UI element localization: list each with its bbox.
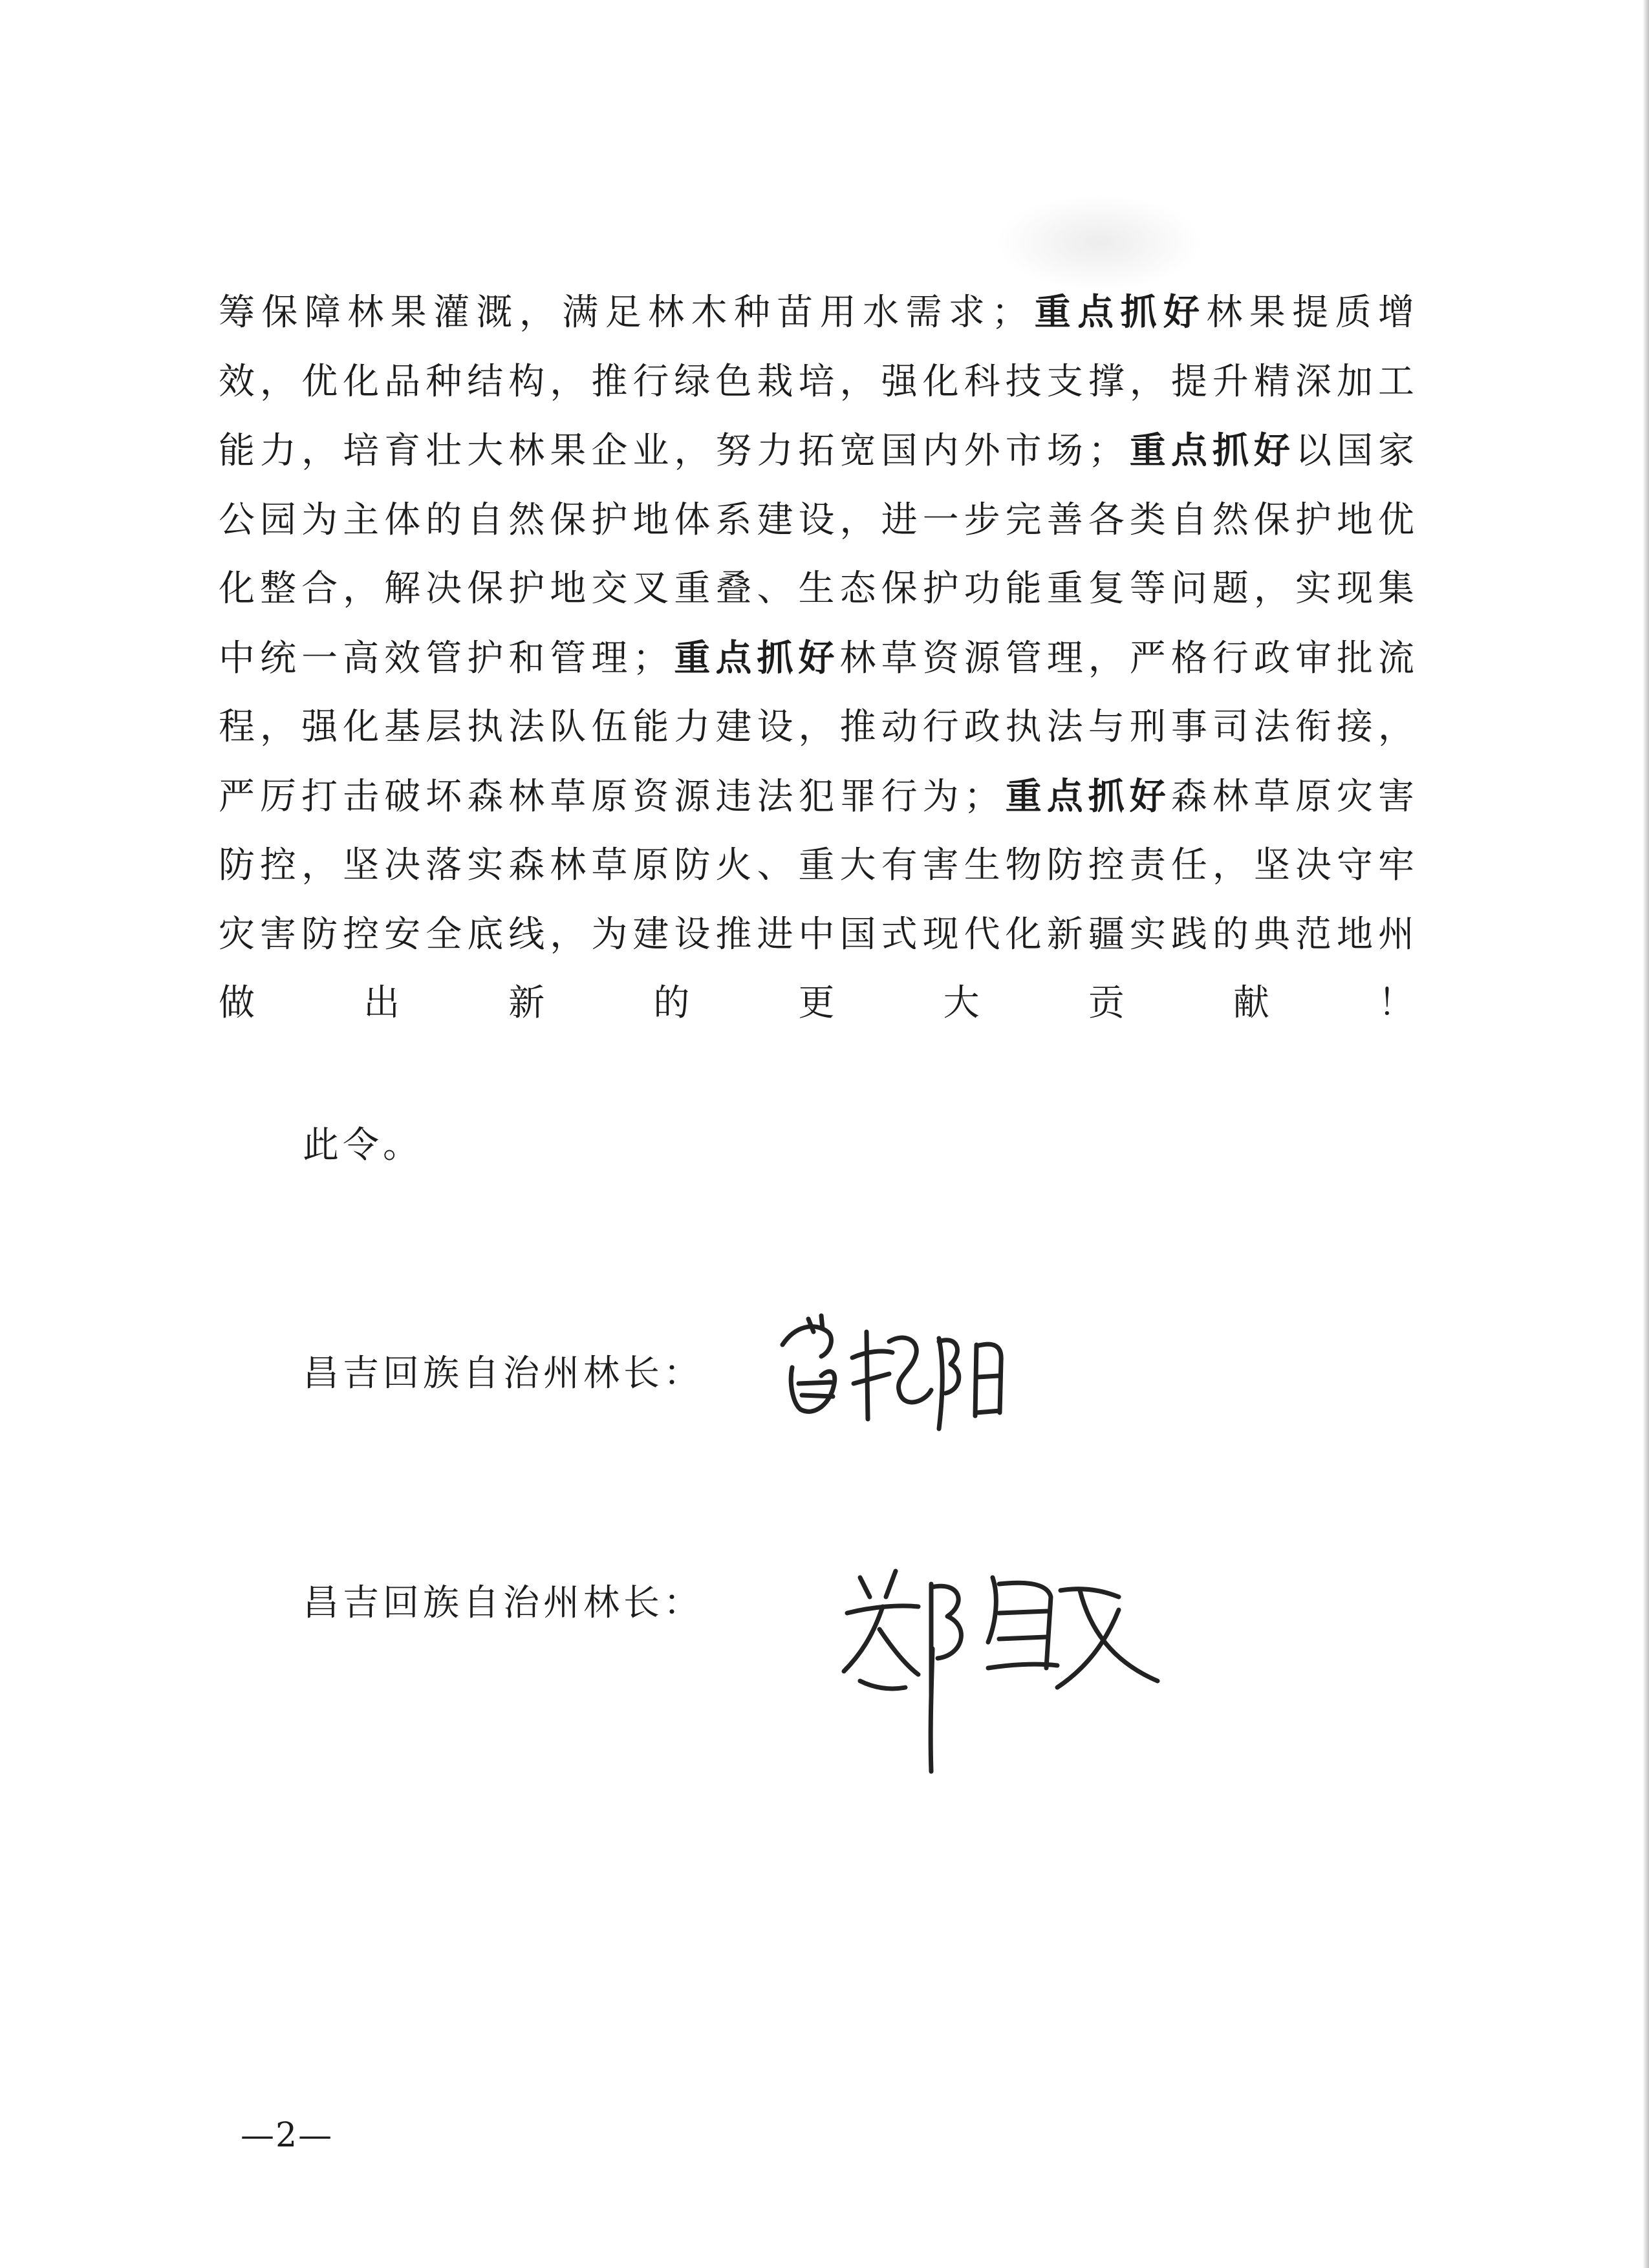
text-segment: 森林草原灾害防控，坚决落实森林草原防火、重大有害生物防控责任，坚决守牢灾害防控安全底线，为建设推进中国式现代化新疆实践的典范地州做出新的更大贡献！ [219,775,1419,1024]
scan-edge [1643,0,1649,2268]
emphasis-key-task: 重点抓好 [1031,291,1207,334]
text-segment: 林草资源管理，严格行政审批流程，强化基层执法队伍能力建设，推动行政执法与刑事司法衔接，严厉打击破坏森林草原资源违法犯罪行为； [219,637,1419,818]
scan-smudge [996,194,1203,291]
closing-line: 此令。 [303,1124,423,1166]
page-number: —2— [241,2116,334,2155]
emphasis-key-task: 重点抓好 [1004,775,1171,818]
signature-image [834,1552,1170,1784]
text-segment: 以国家公园为主体的自然保护地体系建设，进一步完善各类自然保护地优化整合，解决保护地交叉重叠、生态保护功能重复等问题，实现集中统一高效管护和管理； [219,430,1419,679]
text-segment: 林果提质增效，优化品种结构，推行绿色栽培，强化科技支撑，提升精深加工能力，培育壮大林果企业，努力拓宽国内外市场； [219,292,1419,472]
emphasis-key-task: 重点抓好 [1128,429,1295,472]
body-paragraph [219,278,1418,1038]
signature-image [770,1306,1015,1448]
signatory-label: 昌吉回族自治州林长： [303,1353,704,1395]
signatory-label: 昌吉回族自治州林长： [303,1582,704,1624]
text-segment: 筹保障林果灌溉，满足林木种苗用水需求； [219,292,1032,334]
emphasis-key-task: 重点抓好 [673,636,840,679]
